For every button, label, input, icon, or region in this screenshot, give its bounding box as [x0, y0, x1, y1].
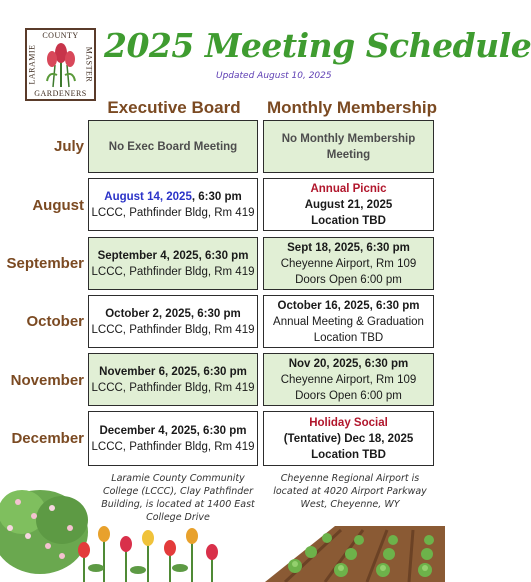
- memb-august-line2: August 21, 2025: [304, 198, 393, 211]
- master-gardeners-logo: [25, 28, 96, 101]
- exec-cell-july: [88, 120, 258, 173]
- month-label-october: October: [26, 313, 84, 330]
- memb-december-line3: Location TBD: [311, 448, 386, 461]
- exec-august-line1: [104, 189, 241, 205]
- memb-october-line2: Annual Meeting & Graduation: [273, 315, 424, 328]
- memb-cell-july: [263, 120, 434, 173]
- exec-july-line1: No Exec Board Meeting: [108, 140, 238, 153]
- exec-december-line1: December 4, 2025, 6:30 pm: [99, 424, 247, 437]
- page-title: 2025 Meeting Schedule: [104, 26, 531, 65]
- exec-october-line2: LCCC, Pathfinder Bldg, Rm 419: [91, 323, 255, 336]
- exec-october-line1: October 2, 2025, 6:30 pm: [105, 307, 241, 320]
- month-label-september: September: [6, 255, 84, 272]
- memb-august-line1: Annual Picnic: [310, 182, 387, 195]
- logo-text-top: COUNTY: [42, 31, 79, 40]
- flower-garden-illustration: [0, 472, 235, 582]
- column-heading-executive-board: Executive Board: [107, 98, 241, 117]
- exec-september-line1: September 4, 2025, 6:30 pm: [97, 249, 249, 262]
- month-label-december: December: [11, 430, 84, 447]
- exec-cell-september: [88, 237, 258, 290]
- vegetable-rows-illustration: [245, 516, 445, 582]
- exec-august-line2: LCCC, Pathfinder Bldg, Rm 419: [91, 206, 255, 219]
- memb-october-line3: Location TBD: [313, 331, 384, 344]
- exec-cell-october: [88, 295, 258, 348]
- exec-cell-december: [88, 411, 258, 466]
- logo-text-right: MASTER: [84, 46, 94, 83]
- memb-cell-august: [263, 178, 434, 231]
- memb-november-line1: Nov 20, 2025, 6:30 pm: [288, 357, 409, 370]
- memb-august-line3: Location TBD: [311, 214, 386, 227]
- memb-november-line3: Doors Open 6:00 pm: [295, 389, 402, 402]
- memb-july-line2: Meeting: [326, 148, 371, 161]
- column-heading-monthly-membership: Monthly Membership: [266, 98, 437, 117]
- month-label-november: November: [10, 372, 84, 389]
- logo-text-left: LARAMIE: [27, 44, 37, 85]
- exec-september-line2: LCCC, Pathfinder Bldg, Rm 419: [91, 265, 255, 278]
- footnote-lccc-location: Laramie County Community College (LCCC), Clay Pathfinder Building, is located at 1400 East College Drive: [101, 473, 255, 523]
- month-label-july: July: [53, 138, 84, 155]
- footnote-airport-location: Cheyenne Regional Airport is located at 4020 Airport Parkway West, Cheyenne, WY: [273, 473, 427, 510]
- memb-november-line2: Cheyenne Airport, Rm 109: [280, 373, 417, 386]
- memb-december-line1: Holiday Social: [309, 416, 388, 429]
- memb-december-line2: (Tentative) Dec 18, 2025: [283, 432, 414, 445]
- memb-july-line1: No Monthly Membership: [281, 132, 416, 145]
- memb-september-line2: Cheyenne Airport, Rm 109: [280, 257, 417, 270]
- exec-cell-august: [88, 178, 258, 231]
- memb-september-line1: Sept 18, 2025, 6:30 pm: [287, 241, 410, 254]
- memb-cell-october: [263, 295, 434, 348]
- updated-date: Updated August 10, 2025: [216, 71, 332, 81]
- memb-cell-december: [263, 411, 434, 466]
- memb-cell-september: [263, 237, 434, 290]
- logo-text-bottom: GARDENERS: [34, 89, 87, 98]
- exec-cell-november: [88, 353, 258, 406]
- exec-november-line2: LCCC, Pathfinder Bldg, Rm 419: [91, 381, 255, 394]
- exec-december-line2: LCCC, Pathfinder Bldg, Rm 419: [91, 440, 255, 453]
- month-label-august: August: [32, 197, 84, 214]
- paintbrush-flower-icon: [39, 41, 83, 89]
- memb-cell-november: [263, 353, 434, 406]
- exec-august-time: , 6:30 pm: [191, 190, 242, 203]
- memb-october-line1: October 16, 2025, 6:30 pm: [277, 299, 420, 312]
- exec-november-line1: November 6, 2025, 6:30 pm: [99, 365, 247, 378]
- exec-august-date: August 14, 2025: [104, 190, 192, 203]
- memb-september-line3: Doors Open 6:00 pm: [295, 273, 402, 286]
